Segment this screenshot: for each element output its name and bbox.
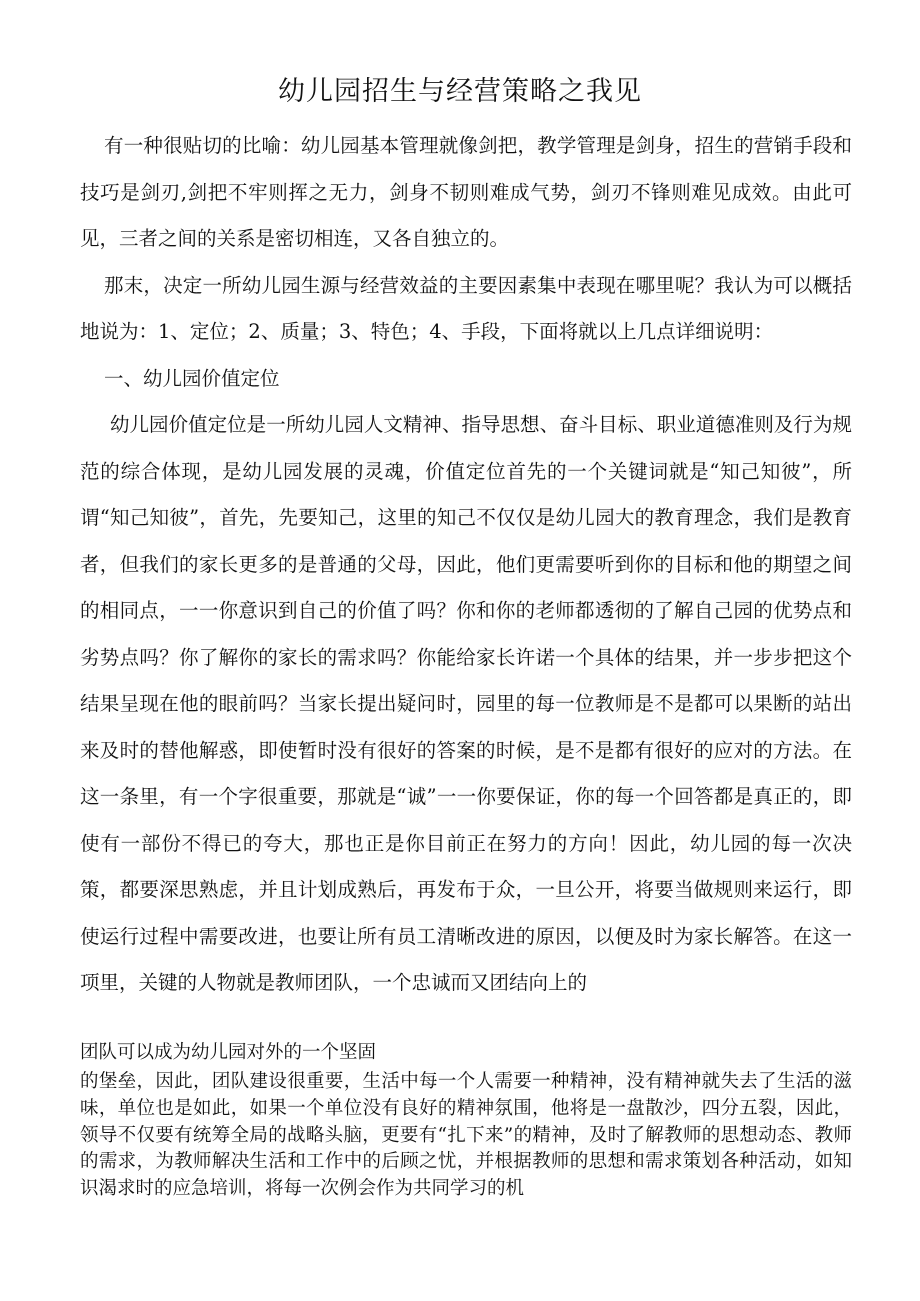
- paragraph-value-positioning: 幼儿园价值定位是一所幼儿园人文精神、指导思想、奋斗目标、职业道德准则及行为规范的综合体现，是幼儿园发展的灵魂，价值定位首先的一个关键词就是“知己知彼”，所谓“知己知彼”，首先，先要知己，这里的知己不仅仅是幼儿园大的教育理念，我们是教育者，但我们的家长更多的是普通的父母，因此，他们更需要听到你的目标和他的期望之间的相同点，一一你意识到自己的价值了吗？你和你的老师都透彻的了解自己园的优势点和劣势点吗？你了解你的家长的需求吗？你能给家长许诺一个具体的结果，并一步步把这个结果呈现在他的眼前吗？当家长提出疑问时，园里的每一位教师是不是都可以果断的站出来及时的替他解惑，即使暂时没有很好的答案的时候，是不是都有很好的应对的方法。在这一条里，有一个字很重要，那就是“诚”一一你要保证，你的每一个回答都是真正的，即使有一部份不得已的夸大，那也正是你目前正在努力的方向！因此，幼儿园的每一次决策，都要深思熟虑，并且计划成熟后，再发布于众，一旦公开，将要当做规则来运行，即使运行过程中需要改进，也要让所有员工清晰改进的原因，以便及时为家长解答。在这一项里，关键的人物就是教师团队，一个忠诚而又团结向上的: [80, 413, 852, 994]
- paragraph-factors: 那末，决定一所幼儿园生源与经营效益的主要因素集中表现在哪里呢？我认为可以概括地说为：1、定位；2、质量；3、特色；4、手段，下面将就以上几点详细说明：: [80, 273, 852, 343]
- paragraph-metaphor: 有一种很贴切的比喻：幼儿园基本管理就像剑把，教学管理是剑身，招生的营销手段和技巧是剑刃,剑把不牢则挥之无力，剑身不韧则难成气势，剑刃不锋则难见成效。由此可见，三者之间的关系是密切相连，又各自独立的。: [80, 134, 852, 250]
- paragraph-team-lead: 团队可以成为幼儿园对外的一个坚固: [80, 1042, 377, 1063]
- document-body: [80, 123, 852, 1007]
- document-title: 幼儿园招生与经营策略之我见: [278, 76, 642, 107]
- section-heading-value-positioning: 一、幼儿园价值定位: [104, 366, 280, 390]
- document-continuation: [80, 1037, 852, 1203]
- paragraph-team-building: 的堡垒，因此，团队建设很重要，生活中每一个人需要一种精神，没有精神就失去了生活的滋味，单位也是如此，如果一个单位没有良好的精神氛围，他将是一盘散沙，四分五裂，因此，领导不仅要有统筹全局的战略头脑，更要有“扎下来”的精神，及时了解教师的思想动态、教师的需求，为教师解决生活和工作中的后顾之忧，并根据教师的思想和需求策划各种活动，如知识渴求时的应急培训，将每一次例会作为共同学习的机: [80, 1071, 852, 1200]
